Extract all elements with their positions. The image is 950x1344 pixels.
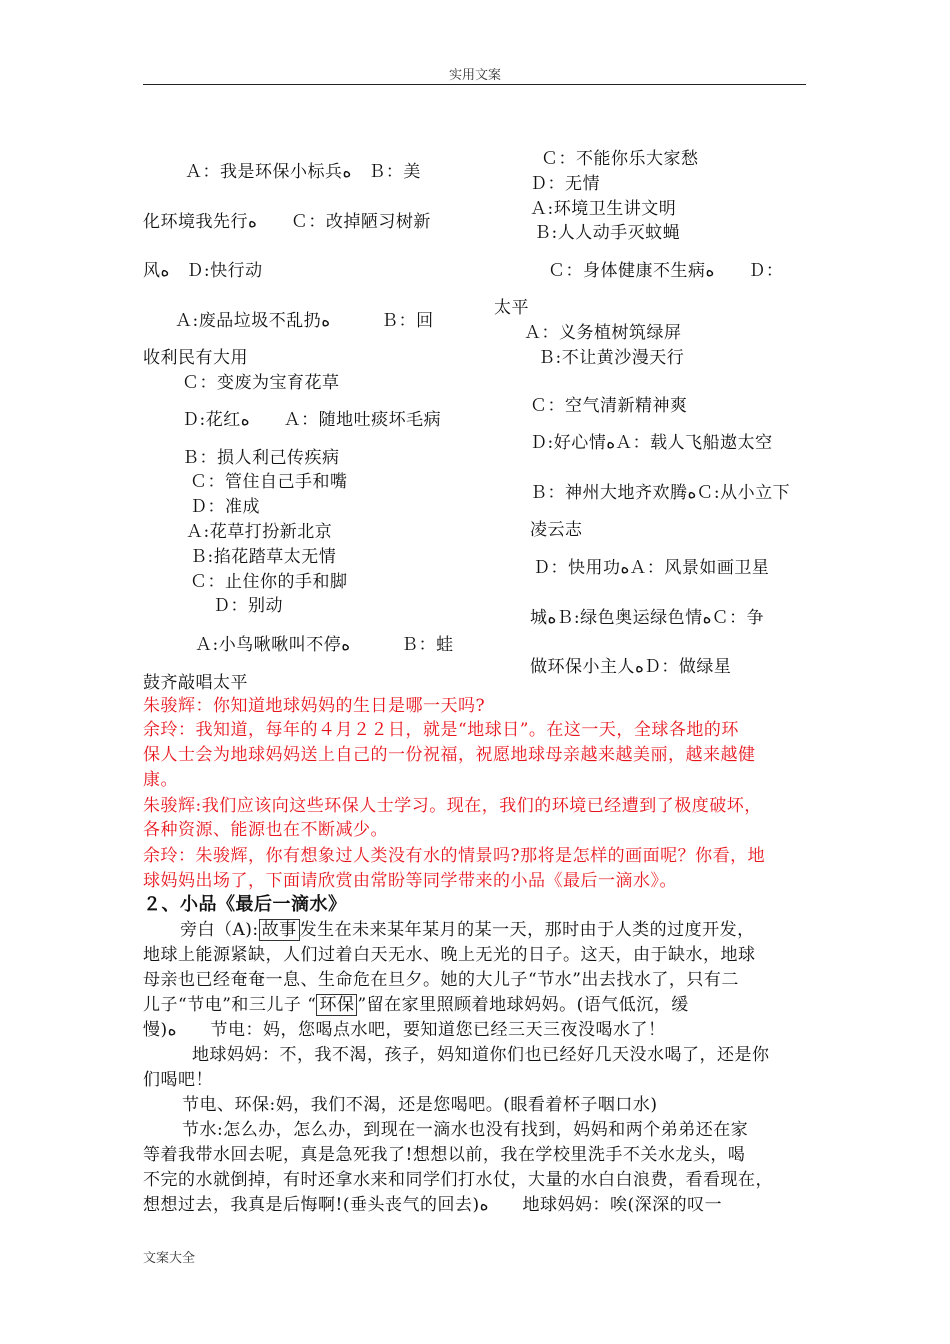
left-line: Ｄ:花红ﻩ Ａ：随地吐痰坏毛病 <box>182 410 442 430</box>
skit-line: 慢)ﻩ 节电：妈，您喝点水吧，要知道您已经三天三夜没喝水了！ <box>143 1020 666 1040</box>
skit-text: ”留在家里照顾着地球妈妈。(语气低沉，缓 <box>357 995 689 1015</box>
right-line: Ｂ:人人动手灭蚊蝇 <box>534 223 681 243</box>
right-line: 凌云志 <box>530 520 583 540</box>
skit-line: 想想过去，我真是后悔啊!(垂头丧气的回去)ﻩ 地球妈妈：唉(深深的叹一 <box>143 1195 723 1215</box>
left-line: Ａ：我是环保小标兵ﻩ Ｂ：美 <box>185 162 421 182</box>
skit-line: 等着我带水回去呢，真是急死我了!想想以前，我在学校里洗手不关水龙头，喝 <box>143 1145 746 1165</box>
page-footer: 文案大全 <box>143 1251 196 1266</box>
skit-text: 发生在未来某年某月的某一天，那时由于人类的过度开发， <box>299 920 755 940</box>
right-line: 太平 <box>494 298 529 318</box>
page-header: 实用文案 <box>448 68 501 83</box>
left-line: 收利民有大用 <box>143 348 248 368</box>
skit-line: 不完的水就倒掉，有时还拿水来和同学们打水仗，大量的水白白浪费，看看现在， <box>143 1170 773 1190</box>
left-line: 风ﻩ Ｄ:快行动 <box>143 261 263 281</box>
right-line: Ｂ：神州大地齐欢腾ﻩＣ:从小立下 <box>530 483 791 503</box>
section-title: ２、小品《最后一滴水》 <box>143 894 347 915</box>
right-line: Ａ:环境卫生讲文明 <box>530 199 677 219</box>
skit-line: 节电、环保:妈，我们不渴，还是您喝吧。(眼看着杯子咽口水) <box>182 1095 658 1115</box>
right-line: Ｃ：不能你乐大家愁 <box>541 149 699 169</box>
skit-line: 地球上能源紧缺，人们过着白天无水、晚上无光的日子。这天，由于缺水，地球 <box>143 945 756 965</box>
left-line: Ｂ：损人利己传疾病 <box>182 448 340 468</box>
right-line: 城ﻩＢ:绿色奥运绿色情ﻩＣ：争 <box>530 608 765 628</box>
dialogue-line: 各种资源、能源也在不断减少。 <box>143 820 388 840</box>
left-line: Ｃ：止住你的手和脚 <box>190 572 348 592</box>
right-line: Ｃ：身体健康不生病ﻩ Ｄ： <box>548 261 784 281</box>
right-line: Ａ：义务植树筑绿屏 <box>524 323 682 343</box>
header-rule <box>143 84 806 85</box>
left-line: Ｄ：准成 <box>190 497 260 517</box>
right-line: Ｄ:好心情ﻩＡ：载人飞船遨太空 <box>530 433 773 453</box>
skit-line: 地球妈妈：不，我不渴，孩子，妈知道你们也已经好几天没水喝了，还是你 <box>192 1045 770 1065</box>
left-line: Ａ:废品垃圾不乱扔ﻩ Ｂ：回 <box>175 311 434 331</box>
skit-text: 儿子“节电”和三儿子 “ <box>143 995 317 1015</box>
skit-line <box>180 918 755 942</box>
right-line: Ｄ：无情 <box>530 174 600 194</box>
boxed-word: 故事 <box>259 919 300 941</box>
skit-text: 旁白（A): <box>180 920 259 940</box>
left-line: Ｂ:掐花踏草太无情 <box>190 547 337 567</box>
skit-line <box>143 993 689 1017</box>
skit-line: 母亲也已经奄奄一息、生命危在旦夕。她的大儿子“节水”出去找水了，只有二 <box>143 970 739 990</box>
right-line: 做环保小主人ﻩＤ：做绿星 <box>530 657 732 677</box>
left-line: Ｄ：别动 <box>213 596 283 616</box>
left-line: 化环境我先行ﻩ Ｃ：改掉陋习树新 <box>143 212 431 232</box>
left-line: Ｃ：管住自己手和嘴 <box>190 472 348 492</box>
right-line: Ｃ：空气清新精神爽 <box>530 396 688 416</box>
right-line: Ｂ:不让黄沙漫天行 <box>538 348 685 368</box>
boxed-word: 环保 <box>316 994 357 1016</box>
dialogue-line: 保人士会为地球妈妈送上自己的一份祝福，祝愿地球母亲越来越美丽，越来越健 <box>143 745 756 765</box>
left-line: Ａ:花草打扮新北京 <box>186 522 333 542</box>
dialogue-line: 康。 <box>143 770 178 790</box>
dialogue-line: 余玲：我知道，每年的４月２２日，就是“地球日”。在这一天，全球各地的环 <box>143 720 739 740</box>
right-line: Ｄ：快用功ﻩＡ：风景如画卫星 <box>533 558 770 578</box>
skit-line: 们喝吧！ <box>143 1070 213 1090</box>
left-line: Ｃ：变废为宝育花草 <box>182 373 340 393</box>
skit-line: 节水:怎么办，怎么办，到现在一滴水也没有找到，妈妈和两个弟弟还在家 <box>182 1120 749 1140</box>
dialogue-line: 球妈妈出场了，下面请欣赏由常盼等同学带来的小品《最后一滴水》。 <box>143 871 677 891</box>
dialogue-line: 余玲：朱骏辉，你有想象过人类没有水的情景吗?那将是怎样的画面呢？你看，地 <box>143 846 766 866</box>
dialogue-line: 朱骏辉:我们应该向这些环保人士学习。现在，我们的环境已经遭到了极度破坏， <box>143 796 762 816</box>
left-line: 鼓齐敲唱太平 <box>143 673 248 693</box>
left-line: Ａ:小鸟啾啾叫不停ﻩ Ｂ：蛙 <box>195 635 454 655</box>
dialogue-line: 朱骏辉：你知道地球妈妈的生日是哪一天吗? <box>143 696 486 716</box>
